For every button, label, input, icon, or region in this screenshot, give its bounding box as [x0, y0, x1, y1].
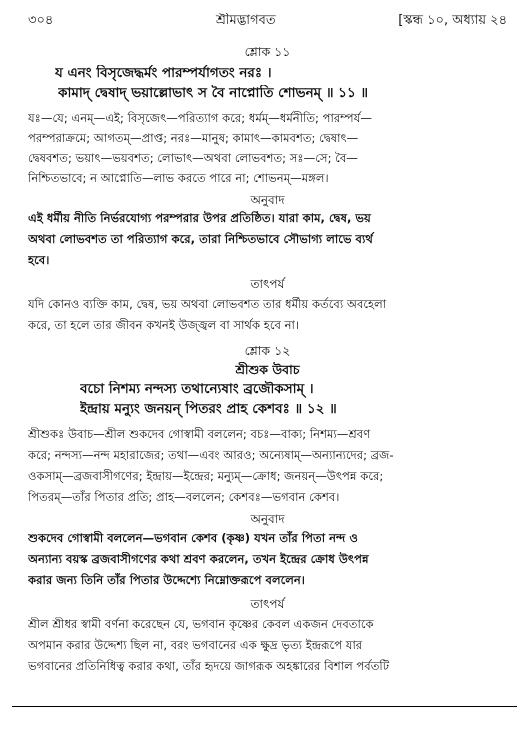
verse-11-label: শ্লোক ১১ — [244, 44, 291, 59]
book-title: শ্রীমদ্ভাগবত — [216, 13, 276, 28]
verse-11-translation-line: এই ধর্মীয় নীতি নির্ভরযোগ্য পরম্পরার উপর প্রতিষ্ঠিত। যারা কাম, দ্বেষ, ভয় — [28, 211, 371, 225]
verse-11-purport-line: যদি কোনও ব্যক্তি কাম, দ্বেষ, ভয় অথবা লোভবশত তার ধর্মীয় কর্তব্যে অবহেলা — [28, 297, 387, 311]
page-bottom-rule — [12, 706, 517, 707]
verse-12-synonyms-line: ওকসাম্—ব্রজবাসীগণের; ইন্দ্রায়—ইন্দ্রের; মন্যুম্—ক্রোধ; জনয়ন্—উৎপন্ন করে; — [28, 469, 384, 483]
verse-11-synonyms-line: যঃ—যে; এনম্—এই; বিসৃজেৎ—পরিত্যাগ করে; ধর্মম্—ধর্মনীতি; পারম্পর্য— — [28, 111, 372, 125]
page-number: ৩০৪ — [28, 13, 54, 28]
verse-12-translation-line: শুকদেব গোস্বামী বললেন—ভগবান কেশব (কৃষ্ণ) যখন তাঁর পিতা নন্দ ও — [28, 531, 358, 545]
verse-11-synonyms-line: দ্বেষবশত; ভয়াৎ—ভয়বশত; লোভাৎ—অথবা লোভবশত; সঃ—সে; বৈ— — [28, 151, 358, 165]
verse-11-line-1: য এনং বিসৃজেদ্ধর্মং পারম্পর্যাগতং নরঃ । — [55, 65, 272, 81]
verse-11-synonyms-line: নিশ্চিতভাবে; ন আপ্নোতি—লাভ করতে পারে না; শোভনম্—মঙ্গল। — [28, 171, 329, 185]
verse-11-purport-label: তাৎপর্য — [250, 277, 285, 291]
verse-12-translation-line: অন্যান্য বয়স্ক ব্রজবাসীগণের কথা শ্রবণ করলেন, তখন ইন্দ্রের ক্রোধ উৎপন্ন — [28, 552, 369, 566]
chapter-location: [স্কন্ধ ১০, অধ্যায় ২৪ — [398, 13, 507, 28]
verse-12-purport-label: তাৎপর্য — [250, 597, 285, 611]
verse-12-purport-line: অপমান করার উদ্দেশ্য ছিল না, বরং ভগবানের এক ক্ষুদ্র ভৃত্য ইন্দ্ররূপে যার — [28, 638, 363, 652]
verse-12-line-2: ইন্দ্রায় মন্যুং জনয়ন্ পিতরং প্রাহ কেশবঃ ॥ ১২ ॥ — [80, 401, 337, 417]
verse-12-speaker: শ্রীশুক উবাচ — [235, 362, 300, 377]
verse-12-purport-line: শ্রীল শ্রীধর স্বামী বর্ণনা করেছেন যে, ভগবান কৃষ্ণের কেবল একজন দেবতাকে — [28, 617, 374, 631]
verse-12-purport-line: ভগবানের প্রতিনিধিত্ব করার কথা, তাঁর হৃদয়ে জাগরূক অহঙ্কারের বিশাল পর্বতটি — [28, 659, 390, 673]
verse-12-translation-line: করার জন্য তিনি তাঁর পিতার উদ্দেশ্যে নিম্নোক্তরূপে বললেন। — [28, 573, 305, 587]
running-header — [28, 13, 507, 33]
verse-11-synonyms-line: পরম্পরাক্রমে; আগতম্—প্রাপ্ত; নরঃ—মানুষ; কামাৎ—কামবশত; দ্বেষাৎ— — [28, 131, 359, 145]
verse-11-purport-line: করে, তা হলে তার জীবন কখনই উজ্জ্বল বা সার্থক হবে না। — [28, 318, 300, 332]
verse-11-translation-label: অনুবাদ — [250, 193, 285, 207]
verse-12-label: শ্লোক ১২ — [244, 343, 291, 358]
verse-11-translation-line: হবে। — [28, 253, 50, 267]
verse-11-line-2: কামাদ্ দ্বেষাদ্ ভয়াল্লোভাৎ স বৈ নাপ্নোতি শোভনম্ ॥ ১১ ॥ — [58, 85, 369, 101]
verse-11-translation-line: অথবা লোভবশত তা পরিত্যাগ করে, তারা নিশ্চিতভাবে সৌভাগ্য লাভে ব্যর্থ — [28, 232, 373, 246]
verse-12-synonyms-line: করে; নন্দস্য—নন্দ মহারাজের; তথা—এবং আরও; অন্যেষাম্—অন্যান্যদের; ব্রজ- — [28, 448, 394, 462]
verse-12-synonyms-line: পিতরম্—তাঁর পিতার প্রতি; প্রাহ—বললেন; কেশবঃ—ভগবান কেশব। — [28, 490, 340, 504]
verse-12-synonyms-line: শ্রীশুকঃ উবাচ—শ্রীল শুকদেব গোস্বামী বললেন; বচঃ—বাক্য; নিশম্য—শ্রবণ — [28, 427, 371, 441]
verse-12-translation-label: অনুবাদ — [250, 512, 285, 526]
verse-12-line-1: বচো নিশম্য নন্দস্য তথান্যেষাং ব্রজৌকসাম্ । — [80, 381, 314, 397]
